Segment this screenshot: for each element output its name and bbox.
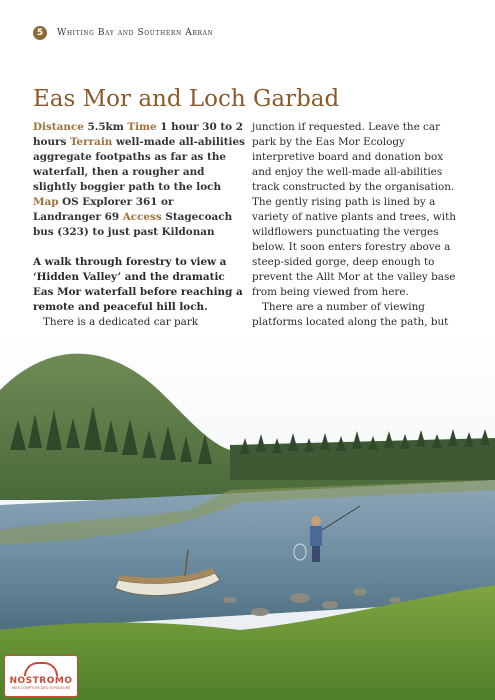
loch-photo: [0, 330, 495, 700]
page-number-badge: 5: [33, 26, 47, 40]
body-paragraph-1: There is a dedicated car park: [43, 316, 199, 328]
map-label: Map: [33, 196, 59, 208]
terrain-value: well-made all-abilities aggregate footpaths as far as the waterfall, then a rougher and slightly boggier path to the loch: [33, 136, 245, 193]
logo-arch-icon: [24, 662, 58, 676]
nostromo-logo: [4, 655, 78, 697]
distance-label: Distance: [33, 121, 84, 133]
logo-word: NOSTROMO: [9, 676, 73, 686]
logo-tagline: WEB COMPTOIR DES VOYAGEURS: [11, 686, 71, 690]
map-value: OS Explorer 361 or Landranger 69: [33, 196, 174, 223]
access-label: Access: [122, 211, 162, 223]
page-header: [33, 26, 213, 40]
distance-value: 5.5km: [87, 121, 124, 133]
terrain-label: Terrain: [70, 136, 113, 148]
time-label: Time: [127, 121, 157, 133]
intro-paragraph: A walk through forestry to view a ‘Hidden Valley’ and the dramatic Eas Mor waterfall before reaching a remote and peaceful hill loch.: [33, 256, 243, 313]
body-paragraph-2: junction if requested. Leave the car park by the Eas Mor Ecology interpretive board and donation box and enjoy the well-made all-abilities track constructed by the organisation. The gently rising path is lined by a variety of native plants and trees, with wildflowers punctuating the verges below. It soon enters forestry above a steep-sided gorge, deep enough to prevent the Allt Mor at the valley base from being viewed from here.: [252, 121, 456, 298]
running-head: Whiting Bay and Southern Arran: [57, 28, 214, 38]
body-paragraph-3: There are a number of viewing platforms located along the path, but: [252, 301, 449, 328]
route-info: [33, 120, 245, 240]
access-value: Stagecoach bus (323) to just past Kildonan: [33, 211, 233, 238]
time-value: 1 hour 30 to 2 hours: [33, 121, 243, 148]
page-title: Eas Mor and Loch Garbad: [33, 86, 340, 112]
